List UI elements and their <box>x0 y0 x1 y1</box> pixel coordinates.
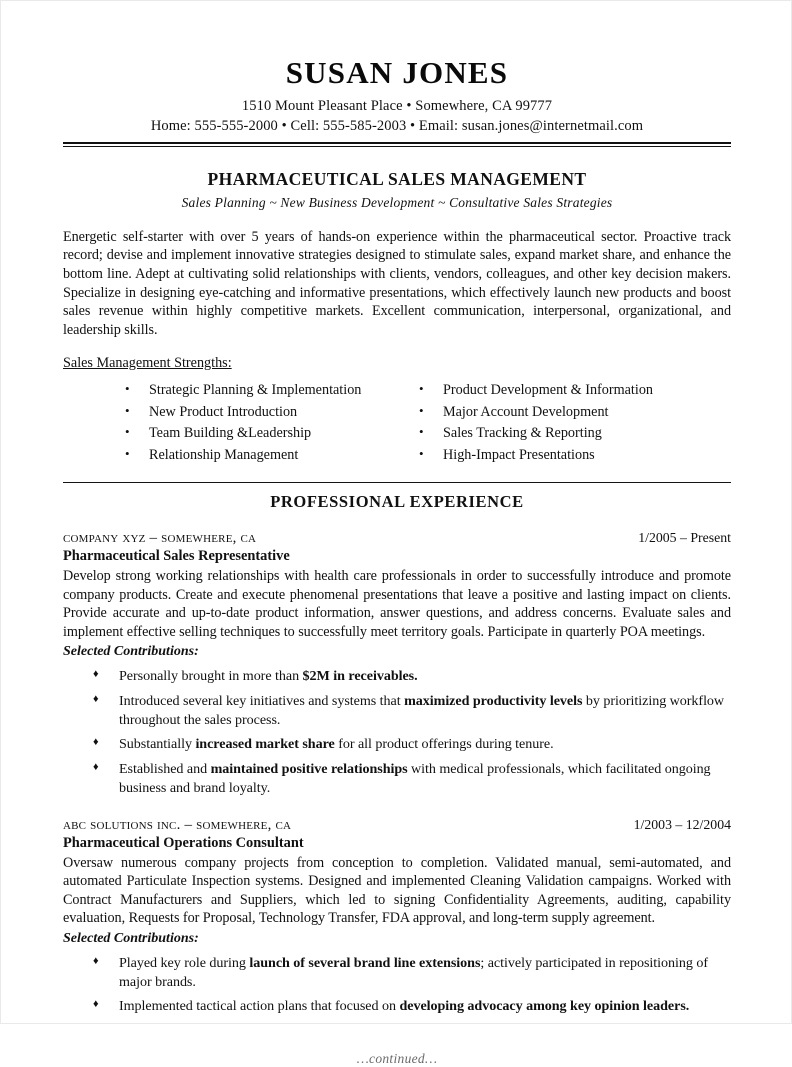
job-entry <box>63 817 731 1017</box>
strength-item: • Product Development & Information <box>419 380 731 402</box>
strengths-column-right <box>397 380 731 466</box>
contributions-label: Selected Contributions: <box>63 930 199 946</box>
resume-content <box>63 1 731 1067</box>
strength-item: • Team Building &Leadership <box>125 423 397 445</box>
header-divider <box>63 142 731 147</box>
continued-footer: …continued… <box>356 1050 438 1066</box>
target-position-title: PHARMACEUTICAL SALES MANAGEMENT <box>207 168 587 189</box>
strength-item: • Major Account Development <box>419 402 731 424</box>
strength-item: • Strategic Planning & Implementation <box>125 380 397 402</box>
strength-item: • Relationship Management <box>125 445 397 467</box>
strength-item: • Sales Tracking & Reporting <box>419 423 731 445</box>
bullet-item: ♦ Established and maintained positive relationships with medical professionals, which facilitated ongoing business and brand loyalty. <box>63 760 731 799</box>
bullet-item: ♦ Played key role during launch of several brand line extensions; actively participated in repositioning of major brands. <box>63 954 731 993</box>
professional-summary: Energetic self-starter with over 5 years of hands-on experience within the pharmaceutical sector. Proactive track record; devise and implement innovative strategies designed to stimulate sales, expand market share, and enhance the bottom line. Adept at cultivating solid relationships with clients, vendors, colleagues, and other key decision makers. Specialize in designing eye-catching and informative presentations, which effectively launch new products and boost sales revenue within highly competitive markets. Excellent communication, interpersonal, organizational, and leadership skills. <box>63 228 731 339</box>
job-company: abc solutions inc. – somewhere, ca <box>63 816 292 833</box>
job-bullets <box>63 667 731 799</box>
job-title: Pharmaceutical Sales Representative <box>63 548 290 565</box>
job-bullets <box>63 954 731 1017</box>
job-entry <box>63 530 731 798</box>
job-company: company xyz – somewhere, ca <box>63 530 257 547</box>
experience-section-title: PROFESSIONAL EXPERIENCE <box>270 492 524 512</box>
strength-item: • New Product Introduction <box>125 402 397 424</box>
job-title: Pharmaceutical Operations Consultant <box>63 834 304 851</box>
strengths-columns <box>63 380 731 466</box>
job-dates: 1/2003 – 12/2004 <box>633 816 731 832</box>
strengths-column-left <box>63 380 397 466</box>
candidate-name: SUSAN JONES <box>285 55 509 90</box>
experience-section-divider <box>63 482 731 483</box>
bullet-item: ♦ Introduced several key initiatives and systems that maximized productivity levels by prioritizing workflow throughout the sales process. <box>63 692 731 731</box>
bullet-item: ♦ Implemented tactical action plans that focused on developing advocacy among key opinion leaders. <box>63 997 731 1016</box>
job-header <box>63 530 731 547</box>
job-dates: 1/2005 – Present <box>638 530 731 546</box>
strength-item: • High-Impact Presentations <box>419 445 731 467</box>
specialties-tagline: Sales Planning ~ New Business Development ~ Consultative Sales Strategies <box>181 194 613 210</box>
candidate-contact: Home: 555-555-2000 • Cell: 555-585-2003 • Email: susan.jones@internetmail.com <box>150 117 644 134</box>
contributions-label: Selected Contributions: <box>63 644 199 660</box>
job-description: Develop strong working relationships with health care professionals in order to successfully introduce and promote company products. Create and execute phenomenal presentations that leave a positive and lasting impact on clients. Provide accurate and up-to-date product information, answer questions, and address concerns. Evaluate sales and implement effective selling techniques to successfully meet territory goals. Participate in quarterly POA meetings. <box>63 568 731 640</box>
job-description: Oversaw numerous company projects from conception to completion. Validated manual, semi-automated, and automated Particulate Inspection systems. Designed and implemented Cleaning Validation campaigns. Worked with Contract Manufacturers and Suppliers, which led to signing Confidentiality Agreements, auditing, capability evaluation, Requests for Proposal, Technology Transfer, FDA approval, and long-term supply agreement. <box>63 854 731 927</box>
candidate-address: 1510 Mount Pleasant Place • Somewhere, CA 99777 <box>241 97 553 114</box>
strengths-heading: Sales Management Strengths: <box>63 354 232 371</box>
bullet-item: ♦ Personally brought in more than $2M in receivables. <box>63 667 731 686</box>
bullet-item: ♦ Substantially increased market share for all product offerings during tenure. <box>63 735 731 754</box>
job-header <box>63 817 731 834</box>
